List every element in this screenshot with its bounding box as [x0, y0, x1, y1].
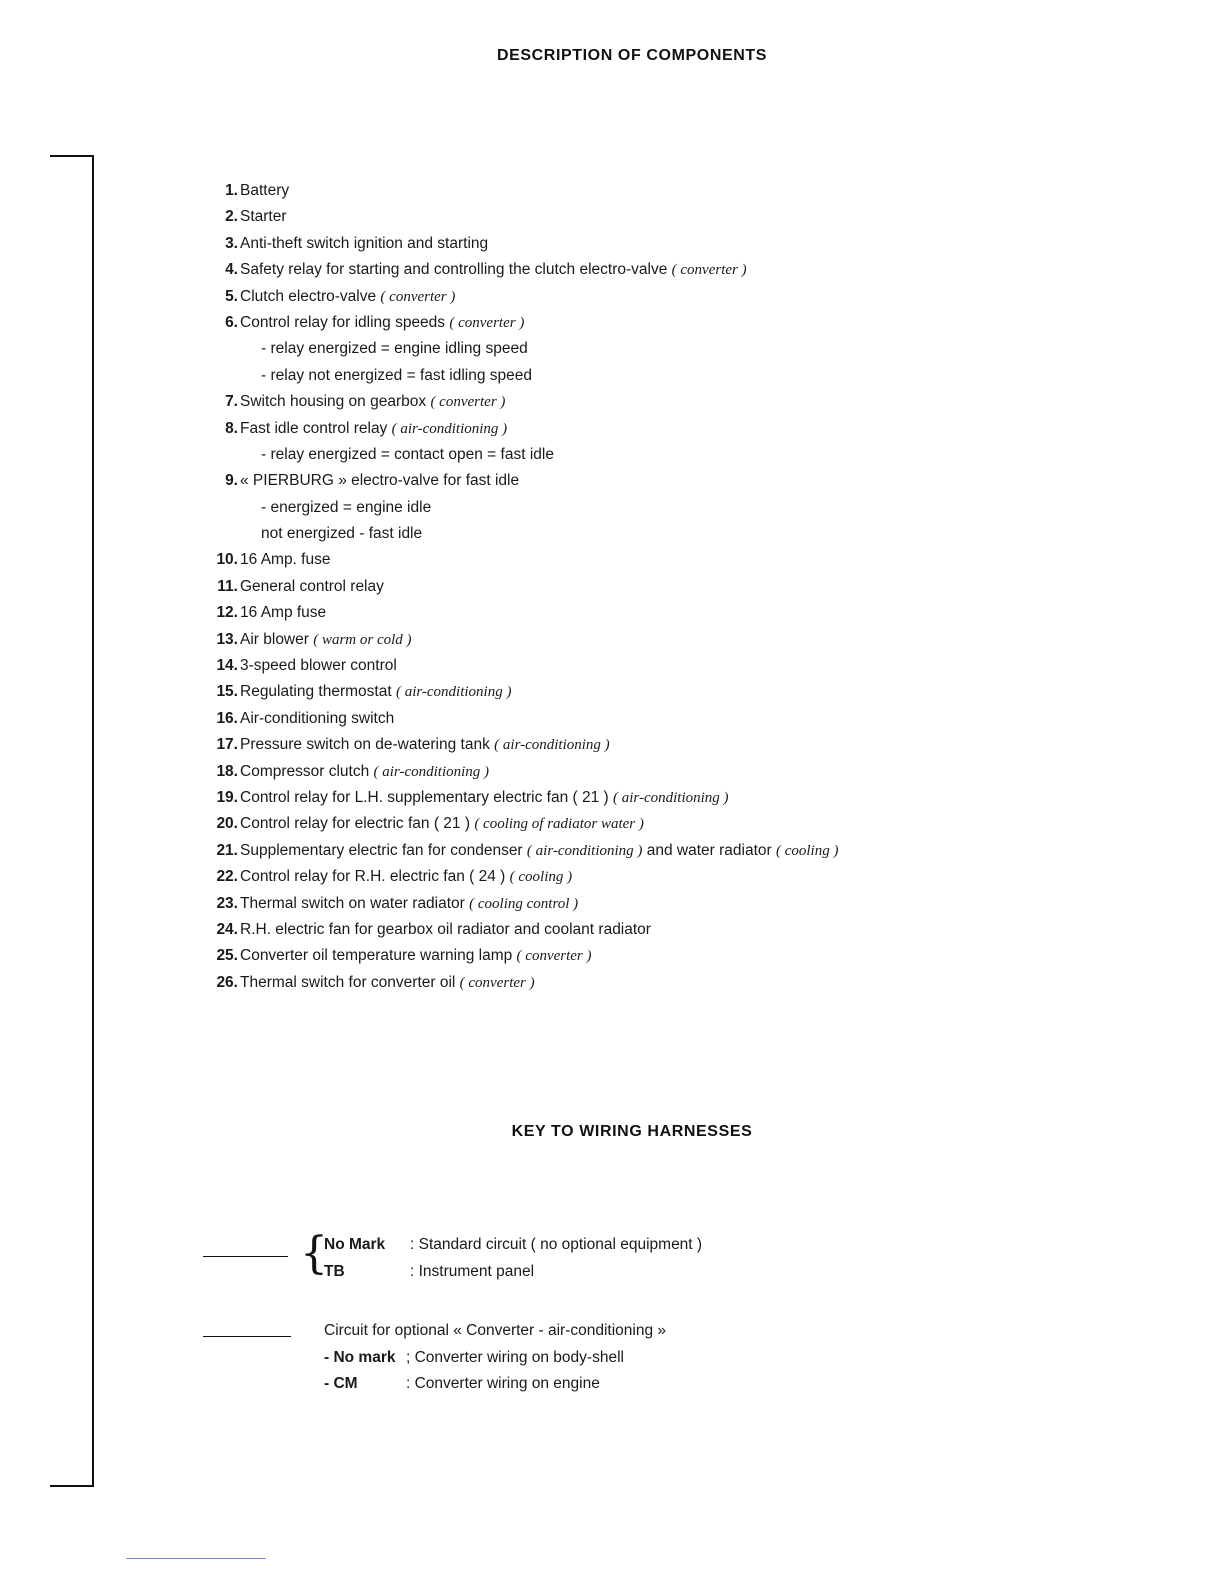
component-item [200, 653, 1200, 679]
component-text: Air-conditioning switch [240, 709, 395, 727]
component-item [200, 627, 1200, 653]
component-number: 8. [225, 419, 238, 437]
component-text: Converter oil temperature warning lamp [240, 947, 517, 965]
component-text: Anti-theft switch ignition and starting [240, 234, 489, 252]
component-number: 17. [216, 736, 238, 754]
component-text: Starter [240, 208, 287, 226]
component-text: Thermal switch for converter oil [240, 973, 460, 991]
component-note: ( air-conditioning ) [395, 684, 512, 701]
key-desc: : Converter wiring on engine [406, 1375, 600, 1392]
components-list [200, 178, 1200, 996]
footer-rule [126, 1558, 266, 1559]
component-number: 25. [216, 947, 238, 965]
component-text: Safety relay for starting and controlling the clutch electro-valve [240, 261, 672, 279]
key-title: KEY TO WIRING HARNESSES [511, 1123, 753, 1140]
component-text: Regulating thermostat [240, 683, 396, 701]
component-text: Air blower [240, 630, 314, 648]
component-number: 22. [216, 868, 238, 886]
component-number: 14. [216, 657, 238, 675]
component-note: ( warm or cold ) [313, 631, 412, 648]
component-number: 4. [225, 261, 238, 279]
component-subitem [200, 495, 1200, 521]
component-note: ( converter ) [671, 262, 747, 279]
component-number: 12. [216, 604, 238, 622]
component-item [200, 811, 1200, 837]
component-number: 18. [216, 762, 238, 780]
component-note: ( air-conditioning ) [613, 789, 729, 806]
component-subitem-text: - energized = engine idle [261, 498, 432, 516]
component-note: ( converter ) [449, 314, 525, 331]
component-text: 16 Amp. fuse [240, 551, 331, 569]
margin-bracket-top [50, 155, 94, 157]
component-item [200, 416, 1200, 442]
component-text: Compressor clutch [240, 762, 374, 780]
component-subitem [200, 336, 1200, 362]
component-subitem-text: - relay energized = contact open = fast idle [261, 445, 554, 463]
component-note: ( converter ) [516, 948, 592, 965]
component-text: Control relay for R.H. electric fan ( 24 ) [240, 868, 510, 886]
component-number: 19. [216, 788, 238, 806]
component-text: « PIERBURG » electro-valve for fast idle [240, 472, 520, 490]
component-item [200, 310, 1200, 336]
standard-harness-line-sample [203, 1256, 288, 1257]
component-text: Control relay for electric fan ( 21 ) [240, 815, 475, 833]
component-item [200, 574, 1200, 600]
component-subitem-text: - relay energized = engine idling speed [261, 340, 528, 358]
component-note: ( air-conditioning ) [373, 763, 490, 780]
margin-bracket-side [92, 155, 94, 1487]
component-item [200, 204, 1200, 230]
component-text: 16 Amp fuse [240, 604, 327, 622]
component-note: ( converter ) [380, 288, 456, 305]
key-desc: ; Converter wiring on body-shell [406, 1349, 624, 1366]
component-subitem [200, 442, 1200, 468]
key-mark: - CM [324, 1375, 358, 1392]
key-desc: : Instrument panel [410, 1263, 535, 1280]
component-item [200, 891, 1200, 917]
component-note: ( cooling ) [509, 869, 573, 886]
component-note: ( air-conditioning ) [494, 737, 610, 754]
component-item [200, 732, 1200, 758]
component-subitem [200, 521, 1200, 547]
component-number: 9. [225, 472, 238, 490]
key-optional-heading: Circuit for optional « Converter - air-conditioning » [324, 1322, 667, 1339]
component-item [200, 838, 1200, 864]
key-mark: No Mark [324, 1236, 386, 1253]
component-number: 26. [216, 973, 238, 991]
component-item [200, 178, 1200, 204]
component-item [200, 785, 1200, 811]
optional-harness-line-sample [203, 1336, 291, 1337]
key-mark: TB [324, 1263, 345, 1280]
component-item [200, 547, 1200, 573]
component-number: 16. [216, 709, 238, 727]
key-row-tb [324, 1263, 534, 1281]
component-text: Battery [240, 182, 290, 199]
component-subitem-text: not energized - fast idle [261, 525, 423, 543]
component-item [200, 943, 1200, 969]
component-text: Clutch electro-valve [240, 287, 381, 305]
component-item [200, 706, 1200, 732]
component-text: Switch housing on gearbox [240, 393, 431, 411]
component-text: R.H. electric fan for gearbox oil radiator and coolant radiator [240, 920, 651, 938]
page-title: DESCRIPTION OF COMPONENTS [496, 47, 768, 64]
component-item [200, 679, 1200, 705]
component-number: 15. [216, 683, 238, 701]
component-number: 7. [225, 393, 238, 411]
component-text: Control relay for idling speeds [240, 313, 450, 331]
component-text: Thermal switch on water radiator [240, 894, 470, 912]
component-subitem-text: - relay not energized = fast idling speed [261, 366, 532, 384]
component-number: 3. [225, 234, 238, 252]
component-note: ( cooling ) [775, 842, 839, 859]
component-text: Control relay for L.H. supplementary electric fan ( 21 ) [240, 788, 614, 806]
key-row-body-shell [324, 1349, 624, 1367]
brace-symbol: { [300, 1228, 328, 1279]
component-item [200, 257, 1200, 283]
component-subitem [200, 363, 1200, 389]
component-note: ( converter ) [459, 974, 535, 991]
component-number: 2. [225, 208, 238, 226]
component-note: ( converter ) [430, 394, 506, 411]
component-item [200, 231, 1200, 257]
component-text: Fast idle control relay [240, 419, 392, 437]
component-number: 21. [216, 841, 238, 859]
key-desc: : Standard circuit ( no optional equipment ) [410, 1236, 703, 1253]
key-row-cm [324, 1375, 600, 1393]
key-row-no-mark [324, 1236, 702, 1254]
key-mark: - No mark [324, 1349, 396, 1366]
component-number: 5. [225, 287, 238, 305]
component-item [200, 468, 1200, 494]
component-text: and water radiator [642, 841, 776, 859]
component-text: General control relay [240, 577, 384, 595]
component-number: 24. [216, 920, 238, 938]
component-note: ( cooling control ) [469, 895, 579, 912]
component-number: 11. [217, 577, 238, 595]
component-item [200, 759, 1200, 785]
component-text: 3-speed blower control [240, 657, 397, 675]
component-note: ( air-conditioning ) [391, 420, 508, 437]
component-item [200, 864, 1200, 890]
component-item [200, 284, 1200, 310]
component-note: ( cooling of radiator water ) [474, 816, 644, 833]
component-text: Pressure switch on de-watering tank [240, 736, 495, 754]
component-item [200, 389, 1200, 415]
component-number: 20. [216, 815, 238, 833]
component-note: ( air-conditioning ) [526, 842, 643, 859]
component-item [200, 970, 1200, 996]
component-number: 6. [225, 313, 238, 331]
component-number: 23. [216, 894, 238, 912]
component-number: 1. [225, 182, 238, 199]
margin-bracket-bottom [50, 1485, 94, 1487]
component-number: 13. [216, 630, 238, 648]
component-item [200, 917, 1200, 943]
component-item [200, 600, 1200, 626]
component-text: Supplementary electric fan for condenser [240, 841, 527, 859]
component-number: 10. [216, 551, 238, 569]
